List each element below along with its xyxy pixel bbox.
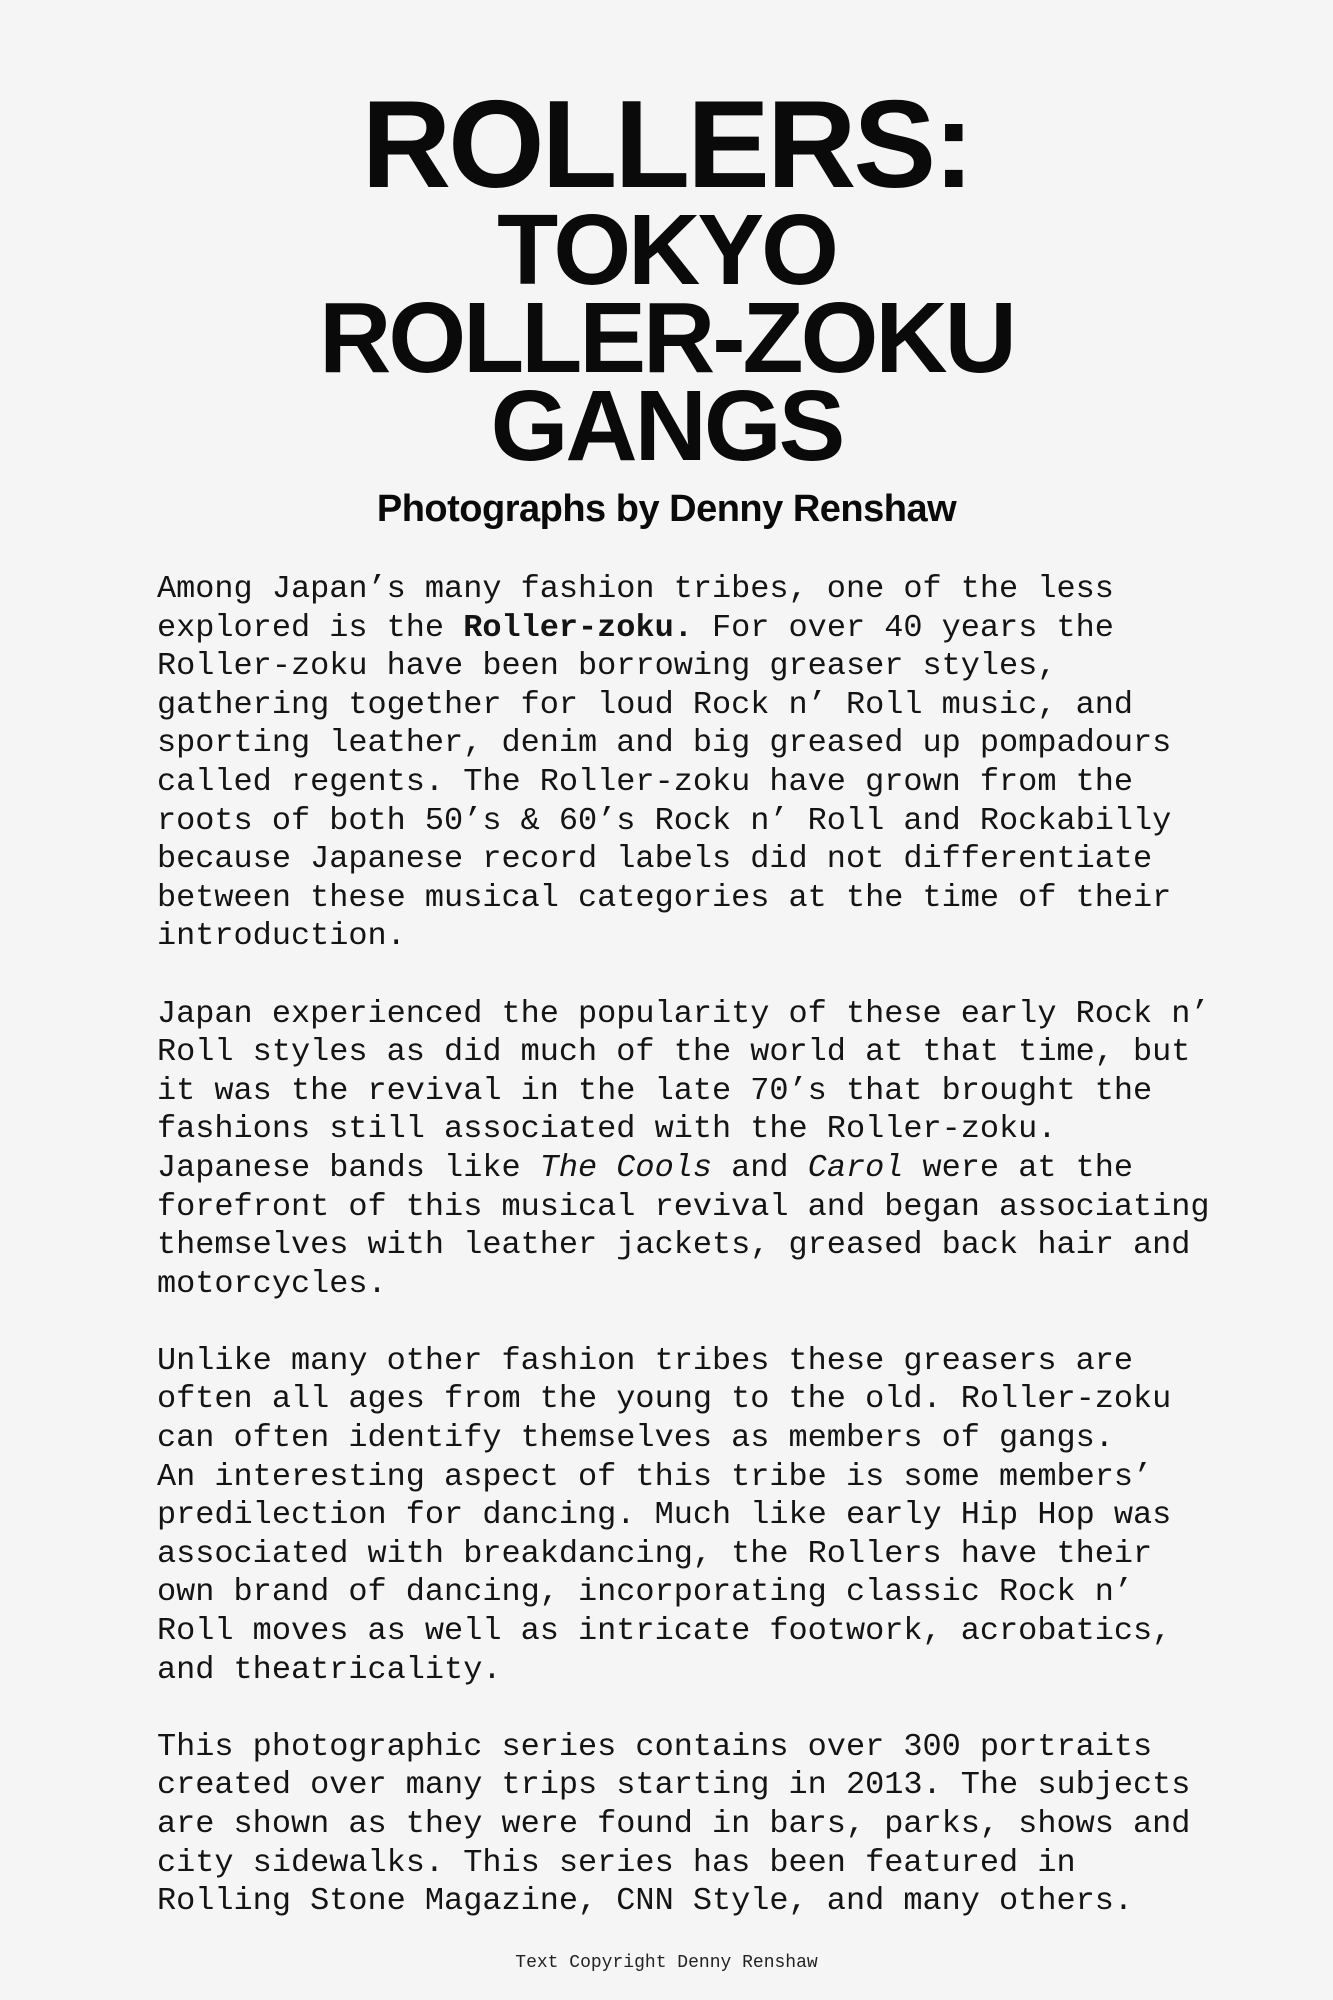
title-block-main	[0, 194, 1333, 482]
text-line: motorcycles.	[157, 1264, 387, 1302]
subtitle: Photographs by Denny Renshaw	[376, 488, 957, 530]
body-text	[157, 570, 1277, 1959]
text-line: created over many trips starting in 2013. The subjects	[157, 1766, 1191, 1804]
text-line: called regents. The Roller-zoku have grown from the	[157, 762, 1134, 800]
italic-band-name: Carol	[807, 1148, 904, 1186]
title-text-2: TOKYO	[497, 194, 836, 306]
text-line: Rolling Stone Magazine, CNN Style, and many others.	[157, 1882, 1134, 1920]
text-line: own brand of dancing, incorporating classic Rock n’	[157, 1573, 1134, 1611]
text-line: sporting leather, denim and big greased up pompadours	[157, 724, 1172, 762]
text-line: Among Japan’s many fashion tribes, one of the less	[157, 570, 1114, 607]
title-text-3: ROLLER-ZOKU	[319, 282, 1014, 394]
italic-band-name: The Cools	[539, 1148, 712, 1186]
title-text-1: ROLLERS:	[361, 76, 972, 214]
bold-term: Roller-zoku.	[463, 608, 693, 646]
title-text-4: GANGS	[490, 370, 843, 482]
text-line: roots of both 50’s & 60’s Rock n’ Roll and Rockabilly	[157, 801, 1172, 839]
text-line	[157, 1149, 1277, 1188]
text-line	[157, 609, 1277, 648]
text-run: and	[712, 1148, 808, 1186]
paragraph-1	[157, 570, 1277, 956]
paragraph-3	[157, 1342, 1277, 1689]
text-line: This photographic series contains over 300 portraits	[157, 1727, 1153, 1765]
copyright-footer: Text Copyright Denny Renshaw	[515, 1953, 818, 1973]
text-run: explored is the	[157, 608, 464, 646]
text-line: An interesting aspect of this tribe is some members’	[157, 1457, 1153, 1495]
text-line: introduction.	[157, 917, 406, 955]
text-line: forefront of this musical revival and began associating	[157, 1187, 1210, 1225]
text-line: Roller-zoku have been borrowing greaser styles,	[157, 647, 1057, 685]
text-line: themselves with leather jackets, greased back hair and	[157, 1226, 1191, 1264]
text-line: Japan experienced the popularity of these early Rock n’	[157, 994, 1210, 1032]
text-run: For over 40 years the	[692, 608, 1114, 646]
text-line: Unlike many other fashion tribes these greasers are	[157, 1341, 1134, 1379]
text-line: city sidewalks. This series has been featured in	[157, 1843, 1076, 1881]
title-line-rollers	[0, 76, 1333, 214]
text-run: Japanese bands like	[157, 1148, 540, 1186]
paragraph-2	[157, 995, 1277, 1304]
text-line: fashions still associated with the Roller-zoku.	[157, 1110, 1057, 1148]
text-line: it was the revival in the late 70’s that brought the	[157, 1071, 1153, 1109]
text-line: gathering together for loud Rock n’ Roll music, and	[157, 685, 1134, 723]
text-line: are shown as they were found in bars, parks, shows and	[157, 1805, 1191, 1842]
text-line: associated with breakdancing, the Rollers have their	[157, 1534, 1153, 1572]
text-line: predilection for dancing. Much like early Hip Hop was	[157, 1496, 1172, 1534]
text-line: can often identify themselves as members of gangs.	[157, 1419, 1114, 1457]
text-line: Roll styles as did much of the world at that time, but	[157, 1033, 1191, 1071]
text-line: and theatricality.	[157, 1650, 502, 1688]
text-line: between these musical categories at the time of their	[157, 878, 1172, 916]
text-line: because Japanese record labels did not differentiate	[157, 840, 1153, 878]
text-line: Roll moves as well as intricate footwork, acrobatics,	[157, 1612, 1172, 1650]
paragraph-4	[157, 1728, 1277, 1921]
text-line: often all ages from the young to the old. Roller-zoku	[157, 1380, 1172, 1418]
text-run: were at the	[903, 1148, 1134, 1186]
